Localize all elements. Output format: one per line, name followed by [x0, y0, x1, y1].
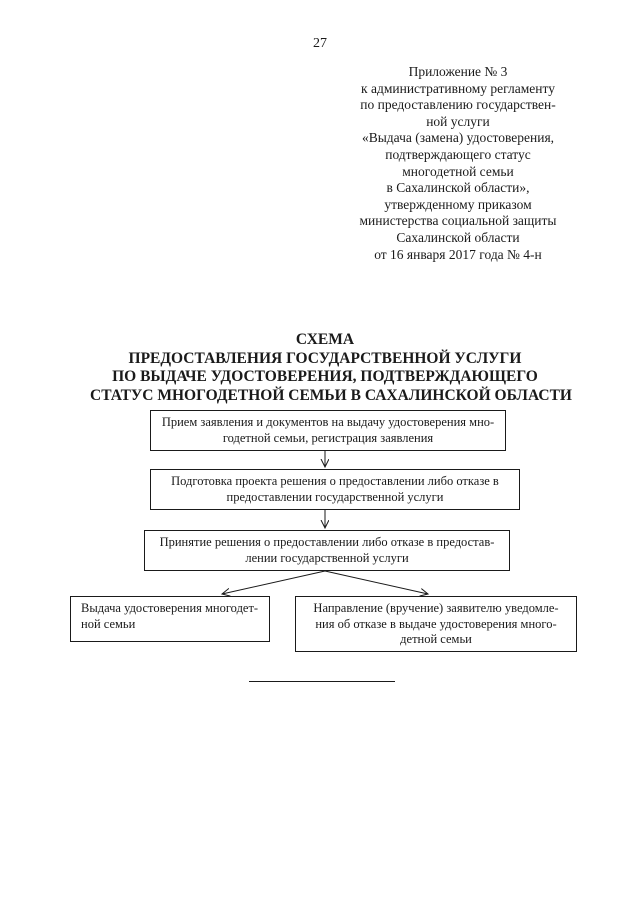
step-text-line: Направление (вручение) заявителю уведомле- — [313, 601, 559, 615]
step-box-decision — [144, 530, 510, 571]
step-text-line: Прием заявления и документов на выдачу удостоверения мно- — [161, 415, 495, 429]
appendix-line: в Сахалинской области», — [386, 180, 530, 196]
end-rule-divider — [249, 681, 395, 682]
scheme-title-line: СТАТУС МНОГОДЕТНОЙ СЕМЬИ В САХАЛИНСКОЙ ОБЛАСТИ — [90, 386, 572, 404]
appendix-line: «Выдача (замена) удостоверения, — [361, 130, 555, 146]
step-text-line: предоставлении государственной услуги — [226, 489, 444, 504]
step-box-issue-certificate — [70, 596, 270, 642]
appendix-line: ной услуги — [426, 113, 490, 129]
appendix-line: Сахалинской области — [396, 229, 520, 245]
step-box-application-intake — [150, 410, 506, 451]
step-text-line: Принятие решения о предоставлении либо отказе в предостав- — [159, 535, 495, 549]
step-box-draft-decision — [150, 469, 520, 510]
page-number: 27 — [313, 36, 327, 51]
appendix-line: утвержденному приказом — [384, 196, 532, 212]
arrow-step3-to-issue — [222, 571, 325, 594]
step-text-line: детной семьи — [400, 632, 472, 646]
step-text-line: годетной семьи, регистрация заявления — [222, 430, 434, 445]
step-text-line: ния об отказе в выдаче удостоверения много- — [315, 616, 557, 631]
appendix-line: Приложение № 3 — [408, 64, 508, 79]
appendix-line: многодетной семьи — [402, 163, 514, 179]
step-box-refusal-notice — [295, 596, 577, 652]
step-text-line: Выдача удостоверения многодет- — [81, 601, 259, 615]
appendix-line: министерства социальной защиты — [359, 213, 557, 229]
step-text-line: Подготовка проекта решения о предоставлении либо отказе в — [171, 474, 499, 488]
step-text-line: лении государственной услуги — [245, 550, 409, 565]
step-text-line: ной семьи — [81, 616, 136, 631]
appendix-line: подтверждающего статус — [385, 146, 531, 162]
appendix-line: от 16 января 2017 года № 4-н — [374, 246, 542, 262]
appendix-line: к административному регламенту — [361, 80, 555, 96]
scheme-title-line: СХЕМА — [295, 331, 355, 348]
appendix-line: по предоставлению государствен- — [360, 97, 556, 113]
scheme-title-line: ПО ВЫДАЧЕ УДОСТОВЕРЕНИЯ, ПОДТВЕРЖДАЮЩЕГО — [112, 368, 538, 385]
arrow-step3-to-refusal — [325, 571, 428, 594]
scheme-title-line: ПРЕДОСТАВЛЕНИЯ ГОСУДАРСТВЕННОЙ УСЛУГИ — [128, 349, 522, 367]
